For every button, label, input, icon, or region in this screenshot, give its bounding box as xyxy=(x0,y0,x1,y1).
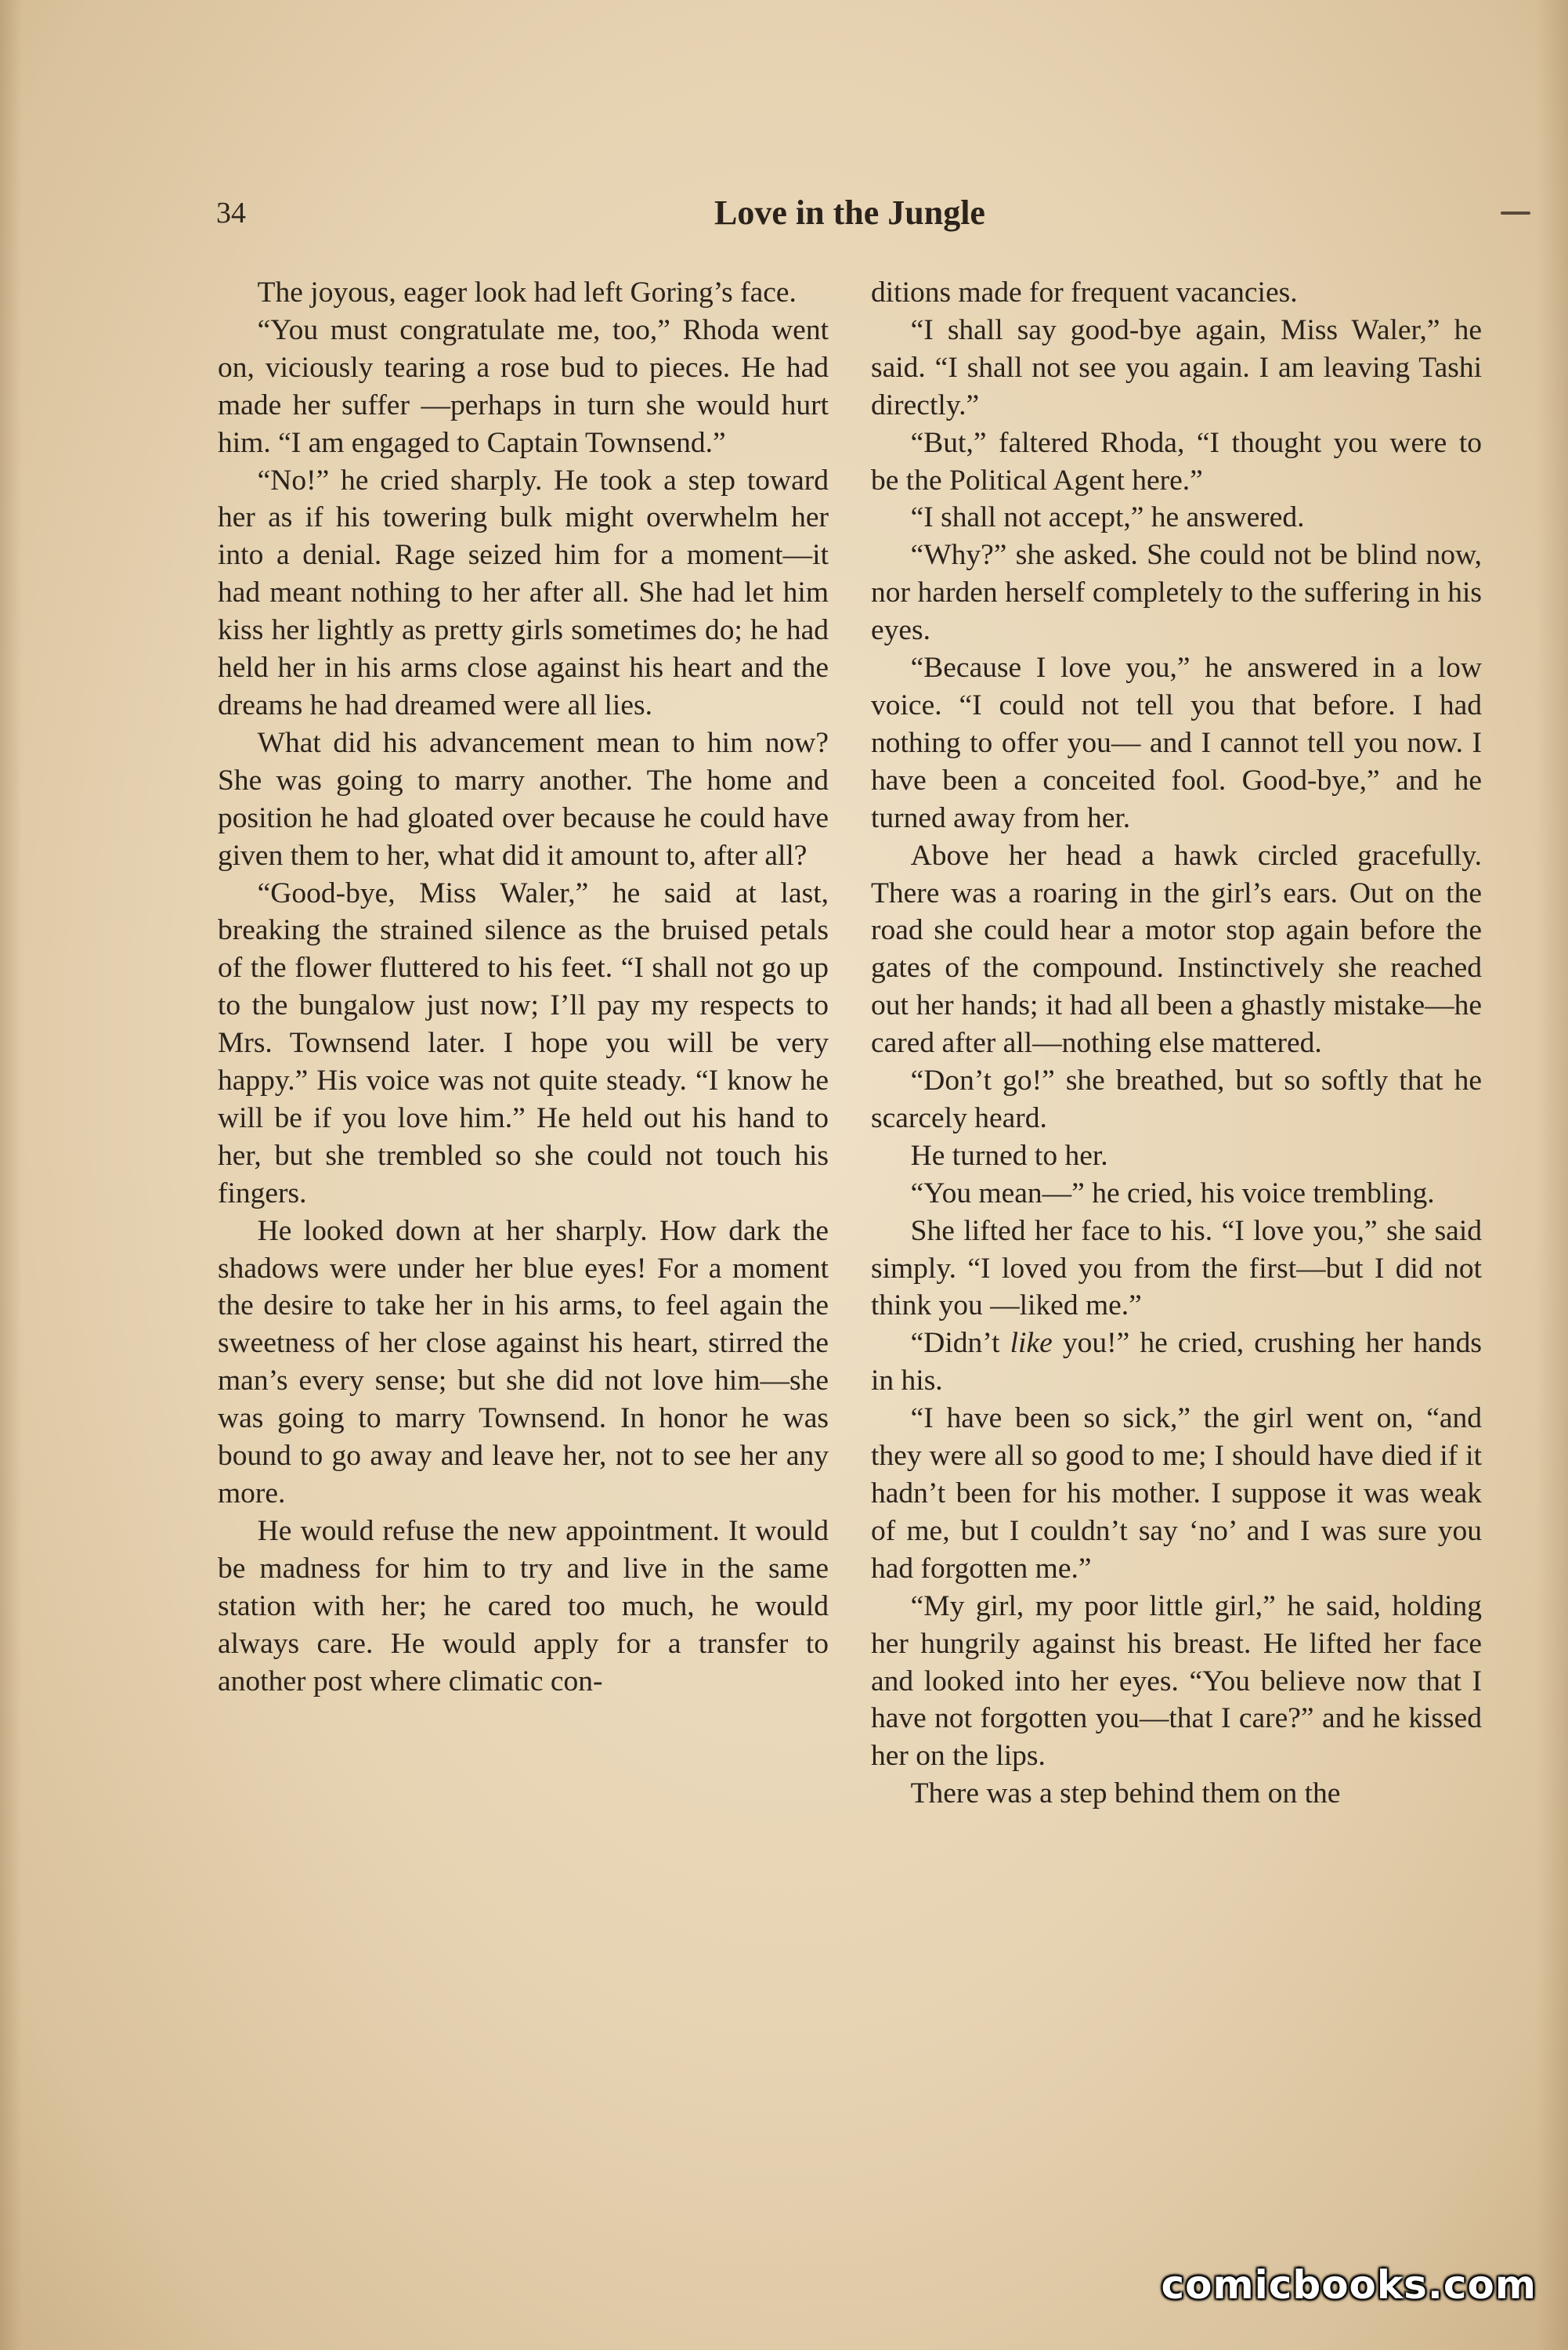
site-watermark: comicbooks.com xyxy=(1161,2262,1537,2308)
emphasis-lead: “Didn’t xyxy=(910,1327,1010,1360)
page-edge-shadow-left xyxy=(0,0,22,2350)
paragraph: “You mean—” he cried, his voice trembling. xyxy=(910,1177,1435,1209)
paragraph: “Good-bye, Miss Waler,” he said at last, breaking the strained silence as the bruised petals of the flower fluttered to his feet. “I shall not go up to the bungalow just now; I’ll pay my respects to Mrs. Townsend later. I hope you will be very happy.” His voice was not quite steady. “I know he will be if you love him.” He held out his hand to her, but she trembled so she could not touch his fingers. xyxy=(218,877,829,1209)
left-text-column xyxy=(218,274,829,1700)
paragraph: “No!” he cried sharply. He took a step toward her as if his towering bulk might overwhelm her into a denial. Rage seized him for a moment—it had meant nothing to her after all. She had let him kiss her lightly as pretty girls sometimes do; he had held her in his arms close against his heart and the dreams he had dreamed were all lies. xyxy=(218,464,829,721)
paragraph-continuation: ditions made for frequent vacancies. xyxy=(871,277,1298,309)
emphasis-word: like xyxy=(1010,1327,1053,1360)
paragraph: What did his advancement mean to him now? She was going to marry another. The home and position he had gloated over because he could have given them to her, what did it amount to, after all? xyxy=(218,726,829,872)
paragraph: The joyous, eager look had left Goring’s face. xyxy=(257,277,797,309)
paragraph-with-emphasis xyxy=(871,1325,1482,1400)
paragraph: “I have been so sick,” the girl went on, “and they were all so good to me; I should have died if it hadn’t been for his mother. I suppose it was weak of me, but I couldn’t say ‘no’ and I was sure you had forgotten me.” xyxy=(871,1402,1482,1585)
paragraph: There was a step behind them on the xyxy=(910,1777,1341,1810)
page-edge-shadow-right xyxy=(1537,0,1568,2350)
paragraph: He would refuse the new appointment. It would be madness for him to try and live in the same station with her; he cared too much, he would always care. He would apply for a transfer to another post where climatic con- xyxy=(218,1514,829,1697)
paragraph: He looked down at her sharply. How dark the shadows were under her blue eyes! For a moment the desire to take her in his arms, to feel again the sweetness of her close against his heart, stirred the man’s every sense; but she did not love him—she was going to marry Townsend. In honor he was bound to go away and leave her, not to see her any more. xyxy=(218,1214,829,1509)
paragraph: “But,” faltered Rhoda, “I thought you were to be the Political Agent here.” xyxy=(871,426,1482,497)
paragraph: Above her head a hawk circled gracefully. There was a roaring in the girl’s ears. Out on the road she could hear a motor stop again before the gates of the compound. Instinctively she reached out her hands; it had all been a ghastly mistake—he cared after all—nothing else mattered. xyxy=(871,839,1482,1060)
paragraph: “Because I love you,” he answered in a low voice. “I could not tell you that before. I had nothing to offer you— and I cannot tell you now. I have been a conceited fool. Good-bye,” and he turned away from her. xyxy=(871,652,1482,834)
header-dash-mark xyxy=(1501,212,1530,215)
running-header xyxy=(216,190,1483,237)
running-title: Love in the Jungle xyxy=(714,193,985,232)
emphasis-tail: you!” he cried, crushing her hands in his. xyxy=(871,1327,1482,1397)
paragraph: “I shall say good-bye again, Miss Waler,” he said. “I shall not see you again. I am leaving Tashi directly.” xyxy=(871,313,1482,421)
paragraph: “Why?” she asked. She could not be blind now, nor harden herself completely to the suffering in his eyes. xyxy=(871,539,1482,647)
paragraph: “My girl, my poor little girl,” he said, holding her hungrily against his breast. He lifted her face and looked into her eyes. “You believe now that I have not forgotten you—that I care?” and he kissed her on the lips. xyxy=(871,1589,1482,1773)
paragraph: She lifted her face to his. “I love you,” she said simply. “I loved you from the first—but I did not think you —liked me.” xyxy=(871,1214,1482,1322)
paragraph: He turned to her. xyxy=(910,1139,1108,1172)
paragraph: “I shall not accept,” he answered. xyxy=(910,501,1305,534)
paragraph: “You must congratulate me, too,” Rhoda went on, viciously tearing a rose bud to pieces. He had made her suffer —perhaps in turn she would hurt him. “I am engaged to Captain Townsend.” xyxy=(218,313,829,459)
page-number: 34 xyxy=(216,197,246,230)
paragraph: “Don’t go!” she breathed, but so softly that he scarcely heard. xyxy=(871,1065,1482,1134)
right-text-column xyxy=(871,274,1482,1813)
